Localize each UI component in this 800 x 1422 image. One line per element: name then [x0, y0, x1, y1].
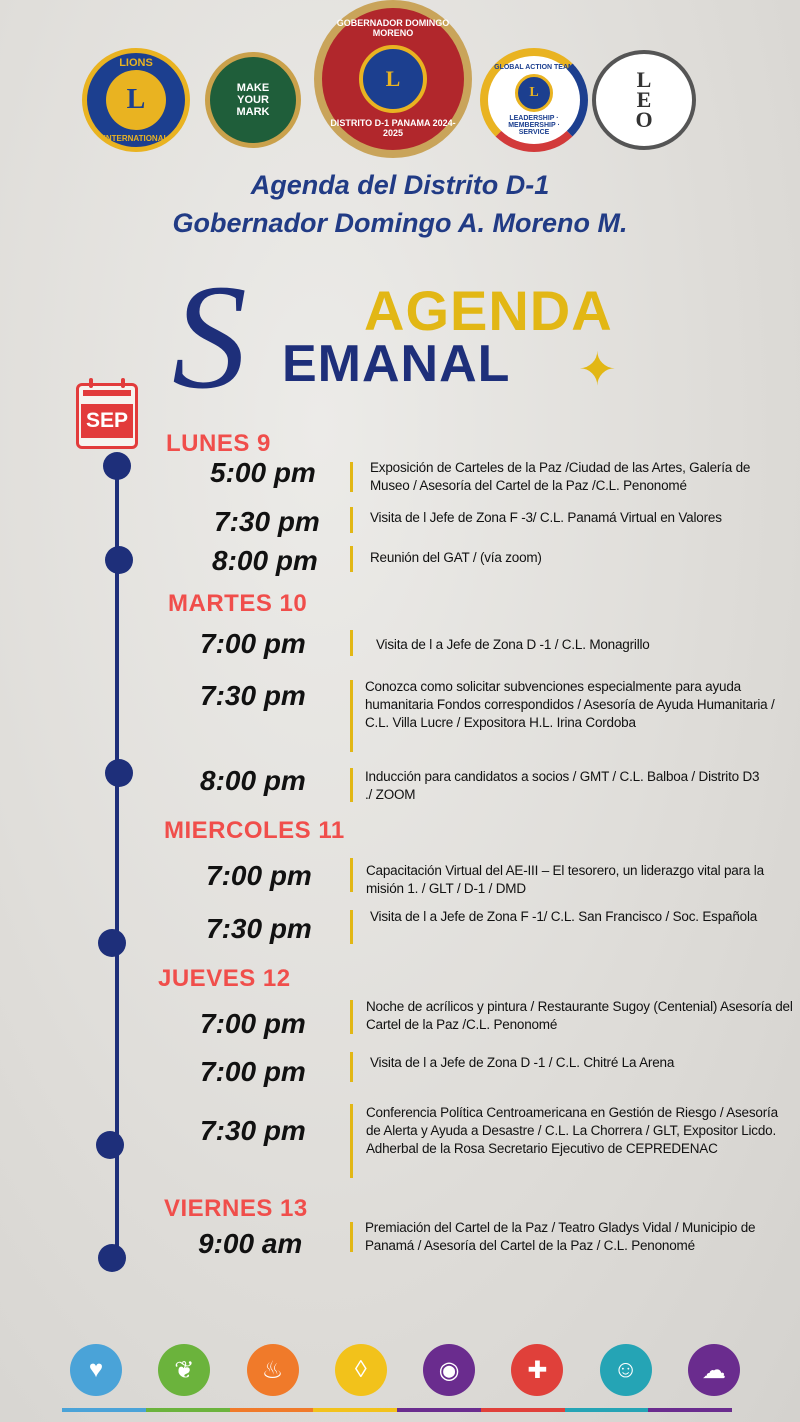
make-your-mark-text: MAKE YOUR MARK — [236, 82, 270, 118]
event-divider — [350, 1222, 353, 1252]
youth-icon: ☺ — [600, 1344, 652, 1396]
governor-seal-top-text: GOBERNADOR DOMINGO MORENO — [336, 18, 450, 38]
timeline-dot — [103, 452, 131, 480]
event-time: 7:30 pm — [214, 506, 320, 537]
event-divider — [350, 1052, 353, 1082]
event-divider — [350, 462, 353, 492]
event-time: 7:00 pm — [200, 628, 306, 659]
calendar-month-label: SEP — [81, 404, 133, 438]
event-description: Conferencia Política Centroamericana en Gestión de Riesgo / Asesoría de Alerta y Ayuda a Desastre / C.L. La Chorrera / GLT, Expositor Licdo. Adherbal de la Rosa Secretario Ejecutivo de CEPREDENAC — [366, 1105, 778, 1156]
global-action-team-logo — [480, 48, 588, 152]
color-strip — [62, 1408, 732, 1412]
hunger-icon: ♨ — [247, 1344, 299, 1396]
event-time: 7:00 pm — [200, 1056, 306, 1087]
event-time: 8:00 pm — [200, 765, 306, 796]
vision-icon: ◉ — [423, 1344, 475, 1396]
leo-logo-text: LEO — [635, 67, 653, 132]
event-description: Capacitación Virtual del AE-III – El tesorero, un liderazgo vital para la misión 1. / GLT / D-1 / DMD — [366, 863, 764, 896]
timeline-dot — [98, 1244, 126, 1272]
event-description: Inducción para candidatos a socios / GMT / C.L. Balboa / Distrito D3 ./ ZOOM — [365, 769, 760, 802]
environment-icon: ❦ — [158, 1344, 210, 1396]
event-divider — [350, 507, 353, 533]
event-divider — [350, 1000, 353, 1034]
governor-seal-bottom-text: DISTRITO D-1 PANAMA 2024-2025 — [330, 118, 456, 138]
lions-logo-top-text: LIONS — [119, 57, 153, 69]
humanitarian-icon: ♥ — [70, 1344, 122, 1396]
event-divider — [350, 858, 353, 892]
event-divider — [350, 630, 353, 656]
day-heading-monday: LUNES 9 — [166, 430, 271, 457]
timeline-dot — [98, 929, 126, 957]
gat-logo-bottom-text: LEADERSHIP · MEMBERSHIP · SERVICE — [508, 115, 560, 136]
day-heading-wednesday: MIERCOLES 11 — [164, 817, 345, 844]
event-divider — [350, 1104, 353, 1178]
day-heading-friday: VIERNES 13 — [164, 1195, 308, 1222]
event-time: 7:30 pm — [206, 913, 312, 944]
event-divider — [350, 910, 353, 944]
lions-logo-bottom-text: INTERNATIONAL — [103, 134, 169, 143]
lions-logo-emblem: L — [106, 70, 166, 130]
diabetes-icon: ✚ — [511, 1344, 563, 1396]
timeline-dot — [105, 759, 133, 787]
title-semanal: EMANAL — [282, 335, 511, 393]
event-time: 9:00 am — [198, 1228, 303, 1259]
event-description: Conozca como solicitar subvenciones especialmente para ayuda humanitaria Fondos correspondidos / Asesoría de Ayuda Humanitaria / C.L. Villa Lucre / Expositora H.L. Irina Cordoba — [365, 679, 775, 730]
disaster-relief-icon: ☁ — [688, 1344, 740, 1396]
governor-name-heading: Gobernador Domingo A. Moreno M. — [172, 208, 628, 238]
event-description: Visita de l a Jefe de Zona D -1 / C.L. Chitré La Arena — [370, 1055, 675, 1070]
sparkle-icon: ✦ — [578, 343, 617, 395]
event-description: Noche de acrílicos y pintura / Restaurante Sugoy (Centenial) Asesoría del Cartel de la Paz /C.L. Penonomé — [366, 999, 793, 1032]
event-time: 5:00 pm — [210, 457, 316, 488]
lions-international-logo — [82, 48, 190, 152]
event-time: 7:30 pm — [200, 680, 306, 711]
event-description: Exposición de Carteles de la Paz /Ciudad de las Artes, Galería de Museo / Asesoría del Cartel de la Paz /C.L. Penonomé — [370, 460, 751, 493]
event-divider — [350, 768, 353, 802]
event-description: Visita de l a Jefe de Zona F -1/ C.L. San Francisco / Soc. Española — [370, 909, 758, 924]
day-heading-tuesday: MARTES 10 — [168, 590, 308, 617]
event-divider — [350, 680, 353, 752]
gat-logo-top-text: GLOBAL ACTION TEAM — [494, 64, 574, 71]
event-description: Visita de l Jefe de Zona F -3/ C.L. Panamá Virtual en Valores — [370, 510, 722, 525]
leo-club-logo — [592, 50, 696, 150]
event-description: Reunión del GAT / (vía zoom) — [370, 550, 542, 565]
calendar-icon — [76, 383, 138, 449]
day-heading-thursday: JUEVES 12 — [158, 965, 291, 992]
event-time: 7:30 pm — [200, 1115, 306, 1146]
cause-icons-row — [70, 1344, 740, 1396]
district-agenda-heading: Agenda del Distrito D-1 — [250, 170, 550, 200]
event-time: 8:00 pm — [212, 545, 318, 576]
gat-logo-emblem: L — [515, 74, 553, 112]
governor-seal-logo — [314, 0, 472, 158]
event-description: Premiación del Cartel de la Paz / Teatro Gladys Vidal / Municipio de Panamá / Asesoría del Cartel de la Paz / C.L. Penonomé — [365, 1220, 756, 1253]
event-divider — [350, 546, 353, 572]
event-time: 7:00 pm — [200, 1008, 306, 1039]
childhood-cancer-icon: ◊ — [335, 1344, 387, 1396]
governor-seal-emblem: L — [359, 45, 427, 113]
title-script-s: S — [172, 254, 247, 420]
make-your-mark-logo — [205, 52, 301, 148]
event-description: Visita de l a Jefe de Zona D -1 / C.L. Monagrillo — [376, 637, 650, 652]
timeline-dot — [105, 546, 133, 574]
event-time: 7:00 pm — [206, 860, 312, 891]
title-agenda: AGENDA — [364, 279, 613, 342]
timeline-dot — [96, 1131, 124, 1159]
